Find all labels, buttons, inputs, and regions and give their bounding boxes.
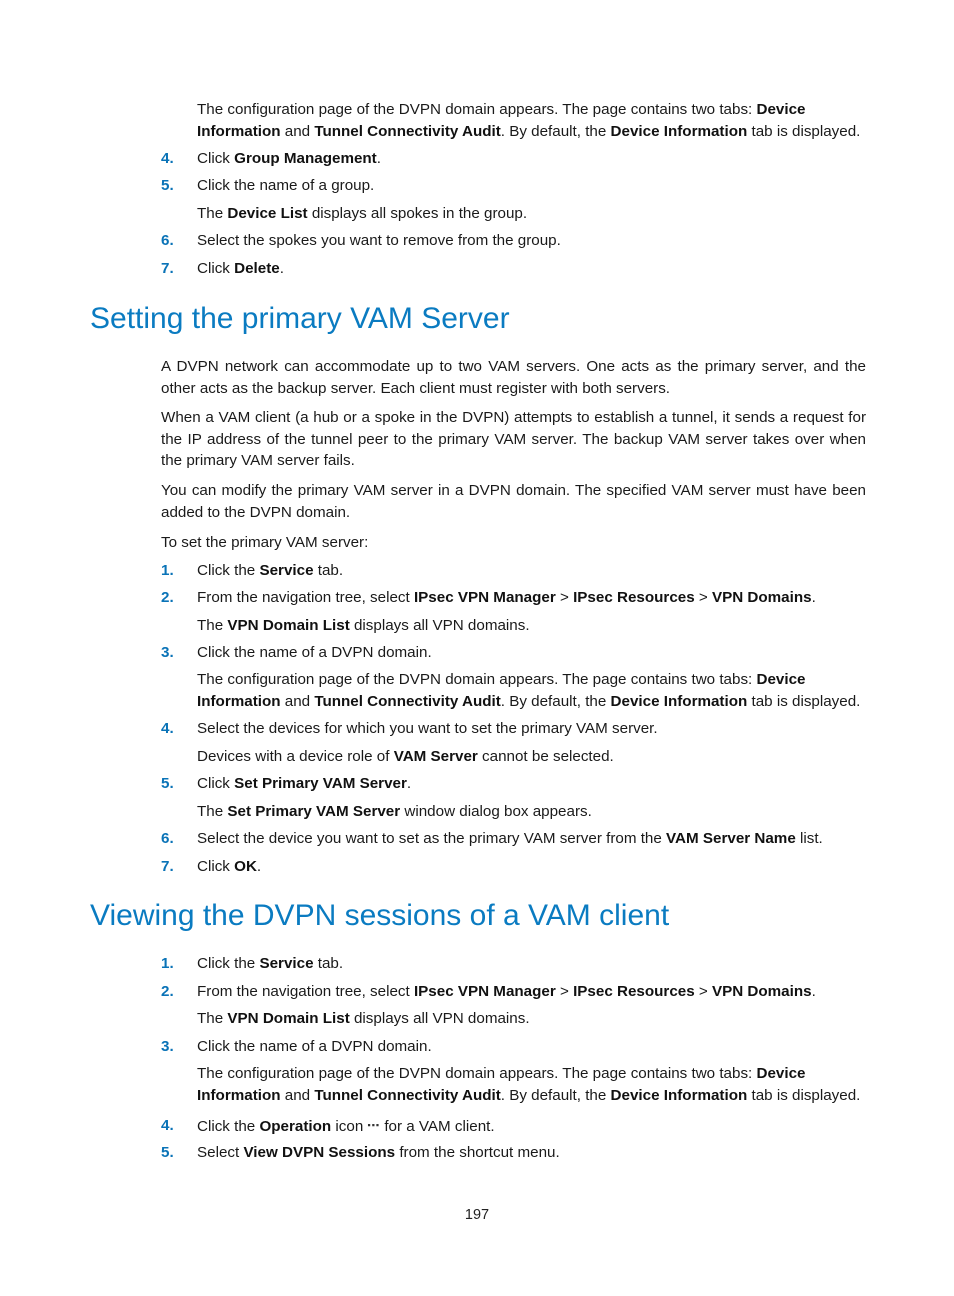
step-note: The VPN Domain List displays all VPN domains. [197,1010,530,1027]
section-heading-dvpn-sessions: Viewing the DVPN sessions of a VAM client [90,899,670,932]
section-heading-primary-vam: Setting the primary VAM Server [90,302,510,335]
step-number: 6. [161,232,174,249]
paragraph: A DVPN network can accommodate up to two VAM servers. One acts as the primary server, and the other acts as the backup server. Each client must register with both servers. [161,358,866,397]
step-note: The configuration page of the DVPN domain appears. The page contains two tabs: Device Information and Tunnel Connectivity Audit. By default, the Device Information tab is displayed. [197,671,861,710]
paragraph: To set the primary VAM server: [161,534,369,551]
step-number: 2. [161,589,174,606]
operation-icon: ▪▪▪ [367,1120,381,1130]
step-number: 5. [161,177,174,194]
step-number: 3. [161,1038,174,1055]
step-number: 2. [161,983,174,1000]
step-number: 1. [161,955,174,972]
step-note: The Set Primary VAM Server window dialog box appears. [197,803,592,820]
step-note: The configuration page of the DVPN domain appears. The page contains two tabs: Device Information and Tunnel Connectivity Audit. By default, the Device Information tab is displayed. [197,1065,861,1104]
step-number: 5. [161,1144,174,1161]
step-number: 1. [161,562,174,579]
device-list-note: The Device List displays all spokes in the group. [197,205,528,222]
paragraph: You can modify the primary VAM server in a DVPN domain. The specified VAM server must have been added to the DVPN domain. [161,482,866,521]
step-number: 3. [161,644,174,661]
document-page: The configuration page of the DVPN domain appears. The page contains two tabs: Device Information and Tunnel Connectivity Audit. By default, the Device Information tab is displayed. 4. Click Group Management. 5. Click the name of a group. The Device List displays all spokes in the group. 6. Select the spokes you want to remove from the group. 7. Click Delete. Setting the primary VAM Server A DVPN network can accommodate up to two VAM servers. One acts as the primary server, and the other acts as the backup server. Each client must register with both servers. When a VAM client (a hub or a spoke in the DVPN) attempts to establish a tunnel, it sends a request for the IP address of the tunnel peer to the primary VAM server. The backup VAM server takes over when the primary VAM server fails. You can modify the primary VAM server in a DVPN domain. The specified VAM server must have been added to the DVPN domain. To set the primary VAM server: 1. Click the Service tab. 2. From the navigation tree, select IPsec VPN Manager > IPsec Resources > VPN Domains. The VPN Domain List displays all VPN domains. 3. Click the name of a DVPN domain. The configuration page of the DVPN domain appears. The page contains two tabs: Device Information and Tunnel Connectivity Audit. By default, the Device Information tab is displayed. 4. Select the devices for which you want to set the primary VAM server. Devices with a device role of VAM Server cannot be selected. 5. Click Set Primary VAM Server. The Set Primary VAM Server window dialog box appears. 6. Select the device you want to set as the primary VAM server from the VAM Server Name list. 7. Click OK. Viewing the DVPN sessions of a VAM client 1. Click the Service tab. 2. From the navigation tree, select IPsec VPN Manager > IPsec Resources > VPN Domains. The VPN Domain List displays all VPN domains. 3. Click the name of a DVPN domain. The configuration page of the DVPN domain appears. The page contains two tabs: Device Information and Tunnel Connectivity Audit. By default, the Device Information tab is displayed. 4. Click the Operation icon ▪▪▪ for a VAM client. 5. Select View DVPN Sessions from the shortcut menu. 197 [0,0,954,1296]
step-note: The VPN Domain List displays all VPN domains. [197,617,530,634]
step-number: 7. [161,858,174,875]
page-number: 197 [464,1207,490,1223]
step-note: Devices with a device role of VAM Server cannot be selected. [197,748,614,765]
paragraph: When a VAM client (a hub or a spoke in the DVPN) attempts to establish a tunnel, it sends a request for the IP address of the tunnel peer to the primary VAM server. The backup VAM server takes over when the primary VAM server fails. [161,409,866,469]
step-number: 5. [161,775,174,792]
config-page-note: The configuration page of the DVPN domain appears. The page contains two tabs: Device Information and Tunnel Connectivity Audit. By default, the Device Information tab is displayed. [197,101,861,140]
step-number: 4. [161,1117,174,1134]
step-number: 7. [161,260,174,277]
step-number: 4. [161,150,174,167]
step-number: 6. [161,830,174,847]
step-number: 4. [161,720,174,737]
